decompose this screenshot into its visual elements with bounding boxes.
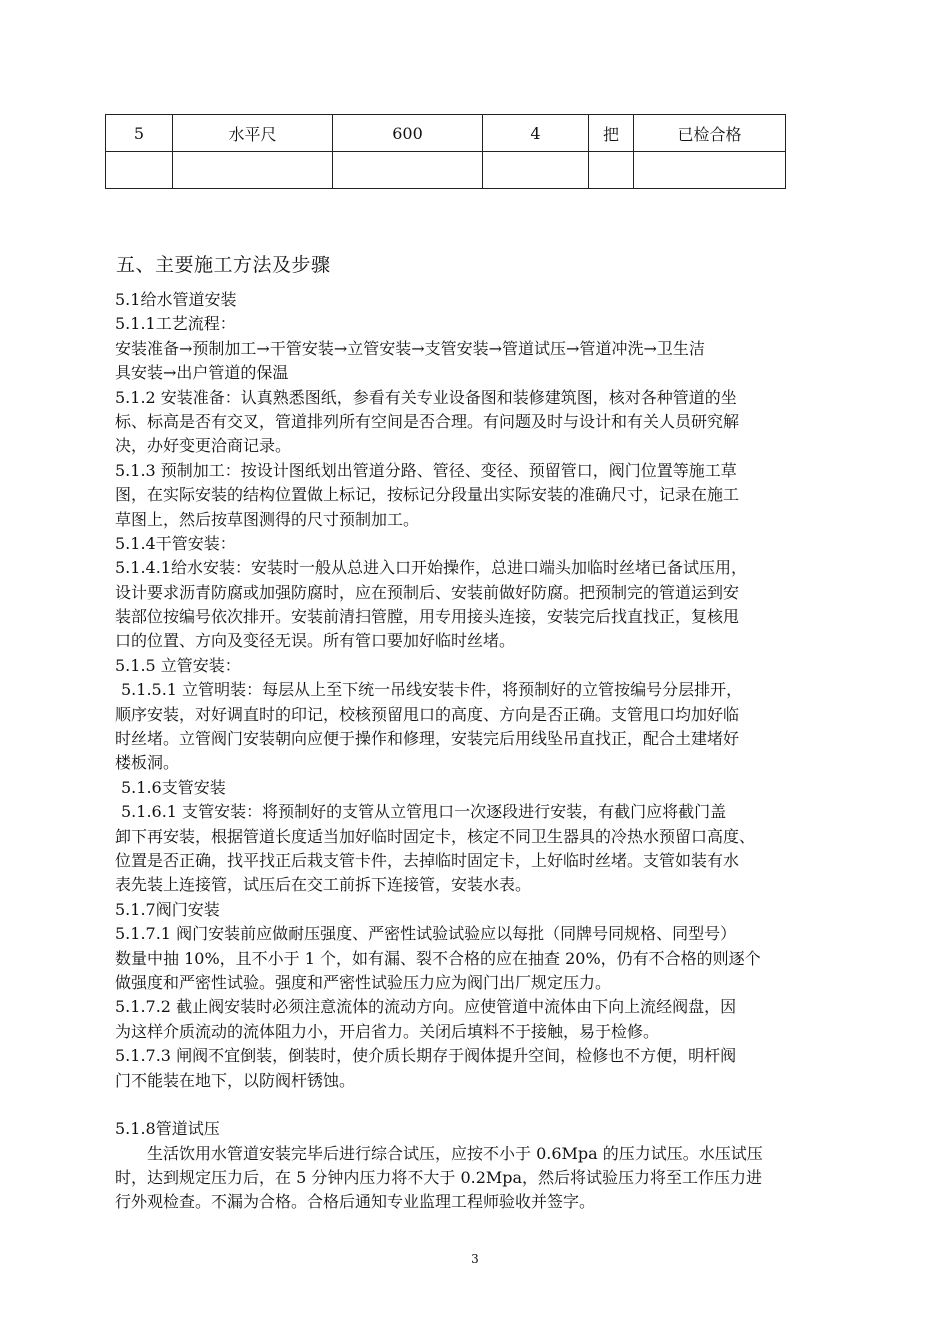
text-line: 图，在实际安装的结构位置做上标记，按标记分段量出实际安装的准确尺寸，记录在施工: [115, 485, 740, 505]
table-cell-spec: [333, 152, 483, 189]
text-line: 口的位置、方向及变径无误。所有管口要加好临时丝堵。: [115, 631, 516, 651]
page-number: 3: [471, 1252, 479, 1266]
table-cell-tool-name: 水平尺: [173, 115, 333, 152]
text-line: 5.1给水管道安装: [115, 290, 237, 309]
table-cell-quantity: 4: [483, 115, 589, 152]
text-line: 做强度和严密性试验。强度和严密性试验压力应为阀门出厂规定压力。: [115, 972, 612, 992]
text-line: 行外观检查。不漏为合格。合格后通知专业监理工程师验收并签字。: [115, 1192, 596, 1212]
text-line: 5.1.7.1 阀门安装前应做耐压强度、严密性试验试验应以每批（同牌号同规格、同型号）: [115, 924, 737, 944]
text-line: 顺序安装，对好调直时的印记，校核预留甩口的高度、方向是否正确。支管甩口均加好临: [115, 704, 740, 724]
text-line: 5.1.8管道试压: [115, 1119, 220, 1139]
text-line: 5.1.7.2 截止阀安装时必须注意流体的流动方向。应使管道中流体由下向上流经阀盘，因: [115, 997, 737, 1017]
text-line: 具安装→出户管道的保温: [115, 363, 289, 383]
text-line: 5.1.7阀门安装: [115, 899, 220, 919]
text-line: 为这样介质流动的流体阻力小，开启省力。关闭后填料不于接触，易于检修。: [115, 1021, 660, 1041]
text-line: 表先装上连接管，试压后在交工前拆下连接管，安装水表。: [115, 875, 532, 895]
table-row: [106, 115, 786, 152]
text-line: 5.1.6.1 支管安装：将预制好的支管从立管甩口一次逐段进行安装，有截门应将截门盖: [121, 802, 727, 822]
text-line: 安装准备→预制加工→干管安装→立管安装→支管安装→管道试压→管道冲洗→卫生洁: [115, 338, 705, 358]
text-line: 5.1.3 预制加工：按设计图纸划出管道分路、管径、变径、预留管口，阀门位置等施工草: [115, 460, 737, 480]
table-row: [106, 152, 786, 189]
text-line: 5.1.4.1给水安装：安装时一般从总进入口开始操作，总进口端头加临时丝堵已备试压用，: [115, 558, 747, 578]
text-line: 标、标高是否有交叉，管道排列所有空间是否合理。有问题及时与设计和有关人员研究解: [115, 411, 740, 431]
text-line: 5.1.5.1 立管明装：每层从上至下统一吊线安装卡件，将预制好的立管按编号分层排开，: [121, 680, 743, 700]
table-cell-tool-name: [173, 152, 333, 189]
table-cell-unit: [589, 152, 634, 189]
text-line: 设计要求沥青防腐或加强防腐时，应在预制后、安装前做好防腐。把预制完的管道运到安: [115, 582, 740, 602]
tools-table: [105, 114, 786, 189]
body-text: [115, 288, 885, 1215]
text-line: 决，办好变更洽商记录。: [115, 436, 292, 456]
text-line: 门不能装在地下，以防阀杆锈蚀。: [115, 1070, 356, 1090]
text-line: 5.1.6支管安装: [121, 777, 226, 797]
text-line: 生活饮用水管道安装完毕后进行综合试压，应按不小于 0.6Mpa 的压力试压。水压试压: [147, 1143, 763, 1163]
text-line: 5.1.7.3 闸阀不宜倒装，倒装时，使介质长期存于阀体提升空间，检修也不方便，明杆阀: [115, 1046, 737, 1066]
text-line: 5.1.5 立管安装：: [115, 655, 241, 675]
text-line: 楼板洞。: [115, 753, 180, 773]
table-cell-index: 5: [106, 115, 173, 152]
text-line: 时，达到规定压力后，在 5 分钟内压力将不大于 0.2Mpa，然后将试验压力将至工作压力进: [115, 1168, 763, 1188]
text-line: 草图上，然后按草图测得的尺寸预制加工。: [115, 509, 420, 529]
blank-line: [115, 1093, 885, 1117]
table-cell-status: 已检合格: [634, 115, 786, 152]
section-title: 五、主要施工方法及步骤: [116, 254, 331, 276]
text-line: 位置是否正确，找平找正后栽支管卡件，去掉临时固定卡，上好临时丝堵。支管如装有水: [115, 850, 740, 870]
text-line: 时丝堵。立管阀门安装朝向应便于操作和修理，安装完后用线坠吊直找正，配合土建堵好: [115, 729, 740, 749]
table-cell-status: [634, 152, 786, 189]
table-cell-index: [106, 152, 173, 189]
text-line: 数量中抽 10%，且不小于 1 个，如有漏、裂不合格的应在抽查 20%，仍有不合格的则逐个: [115, 948, 761, 968]
text-line: 装部位按编号依次排开。安装前清扫管膛，用专用接头连接，安装完后找直找正，复核甩: [115, 607, 740, 627]
table-cell-unit: 把: [589, 115, 634, 152]
table-cell-quantity: [483, 152, 589, 189]
table-cell-spec: 600: [333, 115, 483, 152]
text-line: 5.1.2 安装准备：认真熟悉图纸，参看有关专业设备图和装修建筑图，核对各种管道的坐: [115, 387, 737, 407]
text-line: 5.1.1工艺流程：: [115, 314, 236, 334]
text-line: 卸下再安装，根据管道长度适当加好临时固定卡，核定不同卫生器具的冷热水预留口高度、: [115, 826, 756, 846]
text-line: 5.1.4干管安装：: [115, 533, 236, 553]
